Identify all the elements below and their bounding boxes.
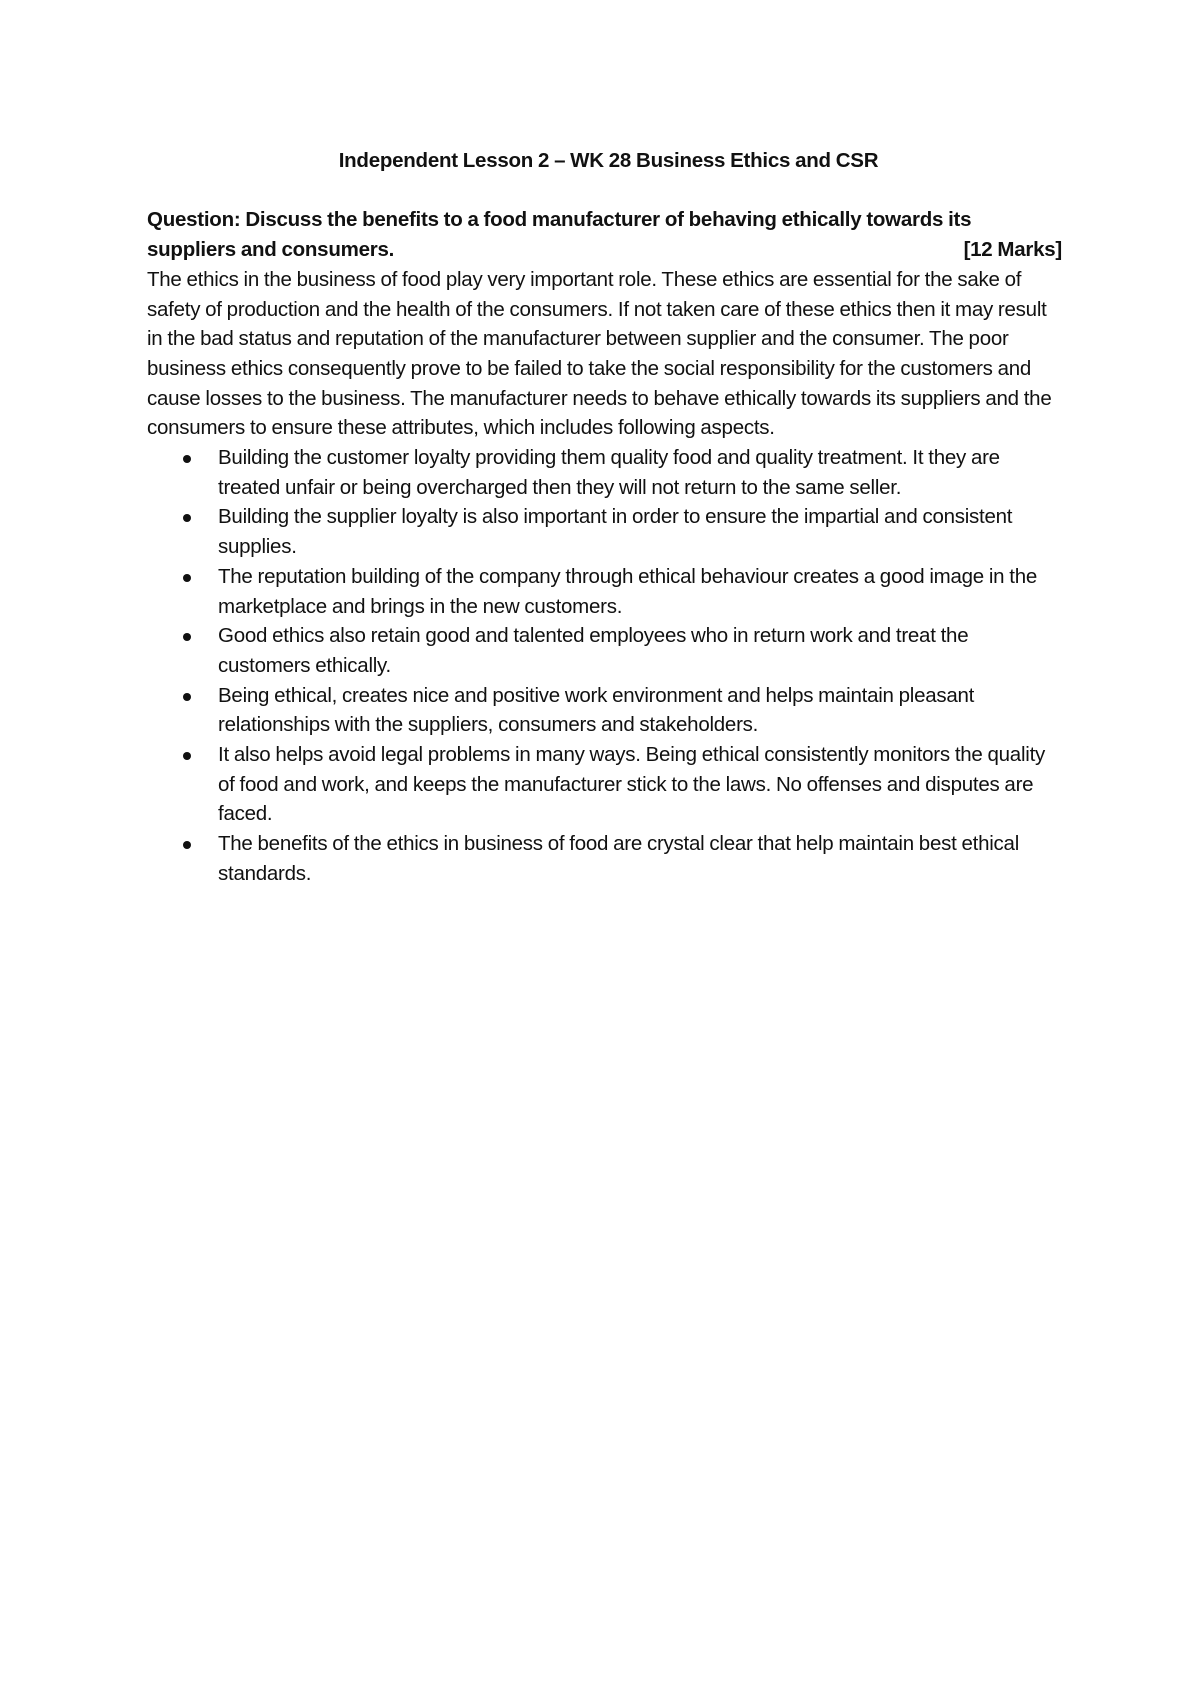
bullet-dot-icon bbox=[183, 574, 191, 582]
bullet-list bbox=[147, 443, 1062, 889]
bullet-dot-icon bbox=[183, 841, 191, 849]
bullet-text: Building the customer loyalty providing them quality food and quality treatment. It they are treated unfair or being overcharged then they will not return to the same seller. bbox=[218, 446, 1000, 499]
bullet-text: The benefits of the ethics in business of food are crystal clear that help maintain best ethical standards. bbox=[218, 832, 1019, 885]
bullet-item bbox=[147, 621, 1062, 680]
bullet-item bbox=[147, 562, 1062, 621]
question-last-row bbox=[147, 235, 1062, 265]
question-text-line-1: Question: Discuss the benefits to a food manufacturer of behaving ethically towards its bbox=[147, 208, 972, 232]
bullet-text: The reputation building of the company through ethical behaviour creates a good image in the marketplace and brings in the new customers. bbox=[218, 564, 1038, 618]
bullet-text: Building the supplier loyalty is also important in order to ensure the impartial and consistent supplies. bbox=[218, 505, 1013, 559]
question-block bbox=[147, 205, 1062, 264]
bullet-dot-icon bbox=[183, 752, 191, 760]
bullet-item bbox=[147, 829, 1062, 888]
document-content bbox=[147, 146, 1062, 889]
bullet-dot-icon bbox=[183, 514, 191, 522]
marks-label: [12 Marks] bbox=[963, 238, 1062, 262]
bullet-item bbox=[147, 502, 1062, 561]
bullet-text: It also helps avoid legal problems in many ways. Being ethical consistently monitors the quality of food and work, and keeps the manufacturer stick to the laws. No offenses and disputes are faced. bbox=[218, 743, 1046, 826]
bullet-text: Being ethical, creates nice and positive work environment and helps maintain pleasant relationships with the suppliers, consumers and stakeholders. bbox=[218, 683, 975, 737]
question-text-line-2: suppliers and consumers. bbox=[147, 238, 395, 262]
bullet-dot-icon bbox=[183, 633, 191, 641]
bullet-item bbox=[147, 681, 1062, 740]
bullet-dot-icon bbox=[183, 455, 191, 463]
document-title: Independent Lesson 2 – WK 28 Business Ethics and CSR bbox=[338, 149, 879, 172]
bullet-dot-icon bbox=[183, 693, 191, 701]
bullet-item bbox=[147, 443, 1062, 502]
bullet-text: Good ethics also retain good and talented employees who in return work and treat the customers ethically. bbox=[218, 624, 969, 677]
bullet-item bbox=[147, 740, 1062, 829]
body-paragraph: The ethics in the business of food play very important role. These ethics are essential for the sake of safety of production and the health of the consumers. If not taken care of these ethics then it may result in the bad status and reputation of the manufacturer between supplier and the consumer. The poor business ethics consequently prove to be failed to take the social responsibility for the customers and cause losses to the business. The manufacturer needs to behave ethically towards its suppliers and the consumers to ensure these attributes, which includes following aspects. bbox=[147, 267, 1052, 440]
